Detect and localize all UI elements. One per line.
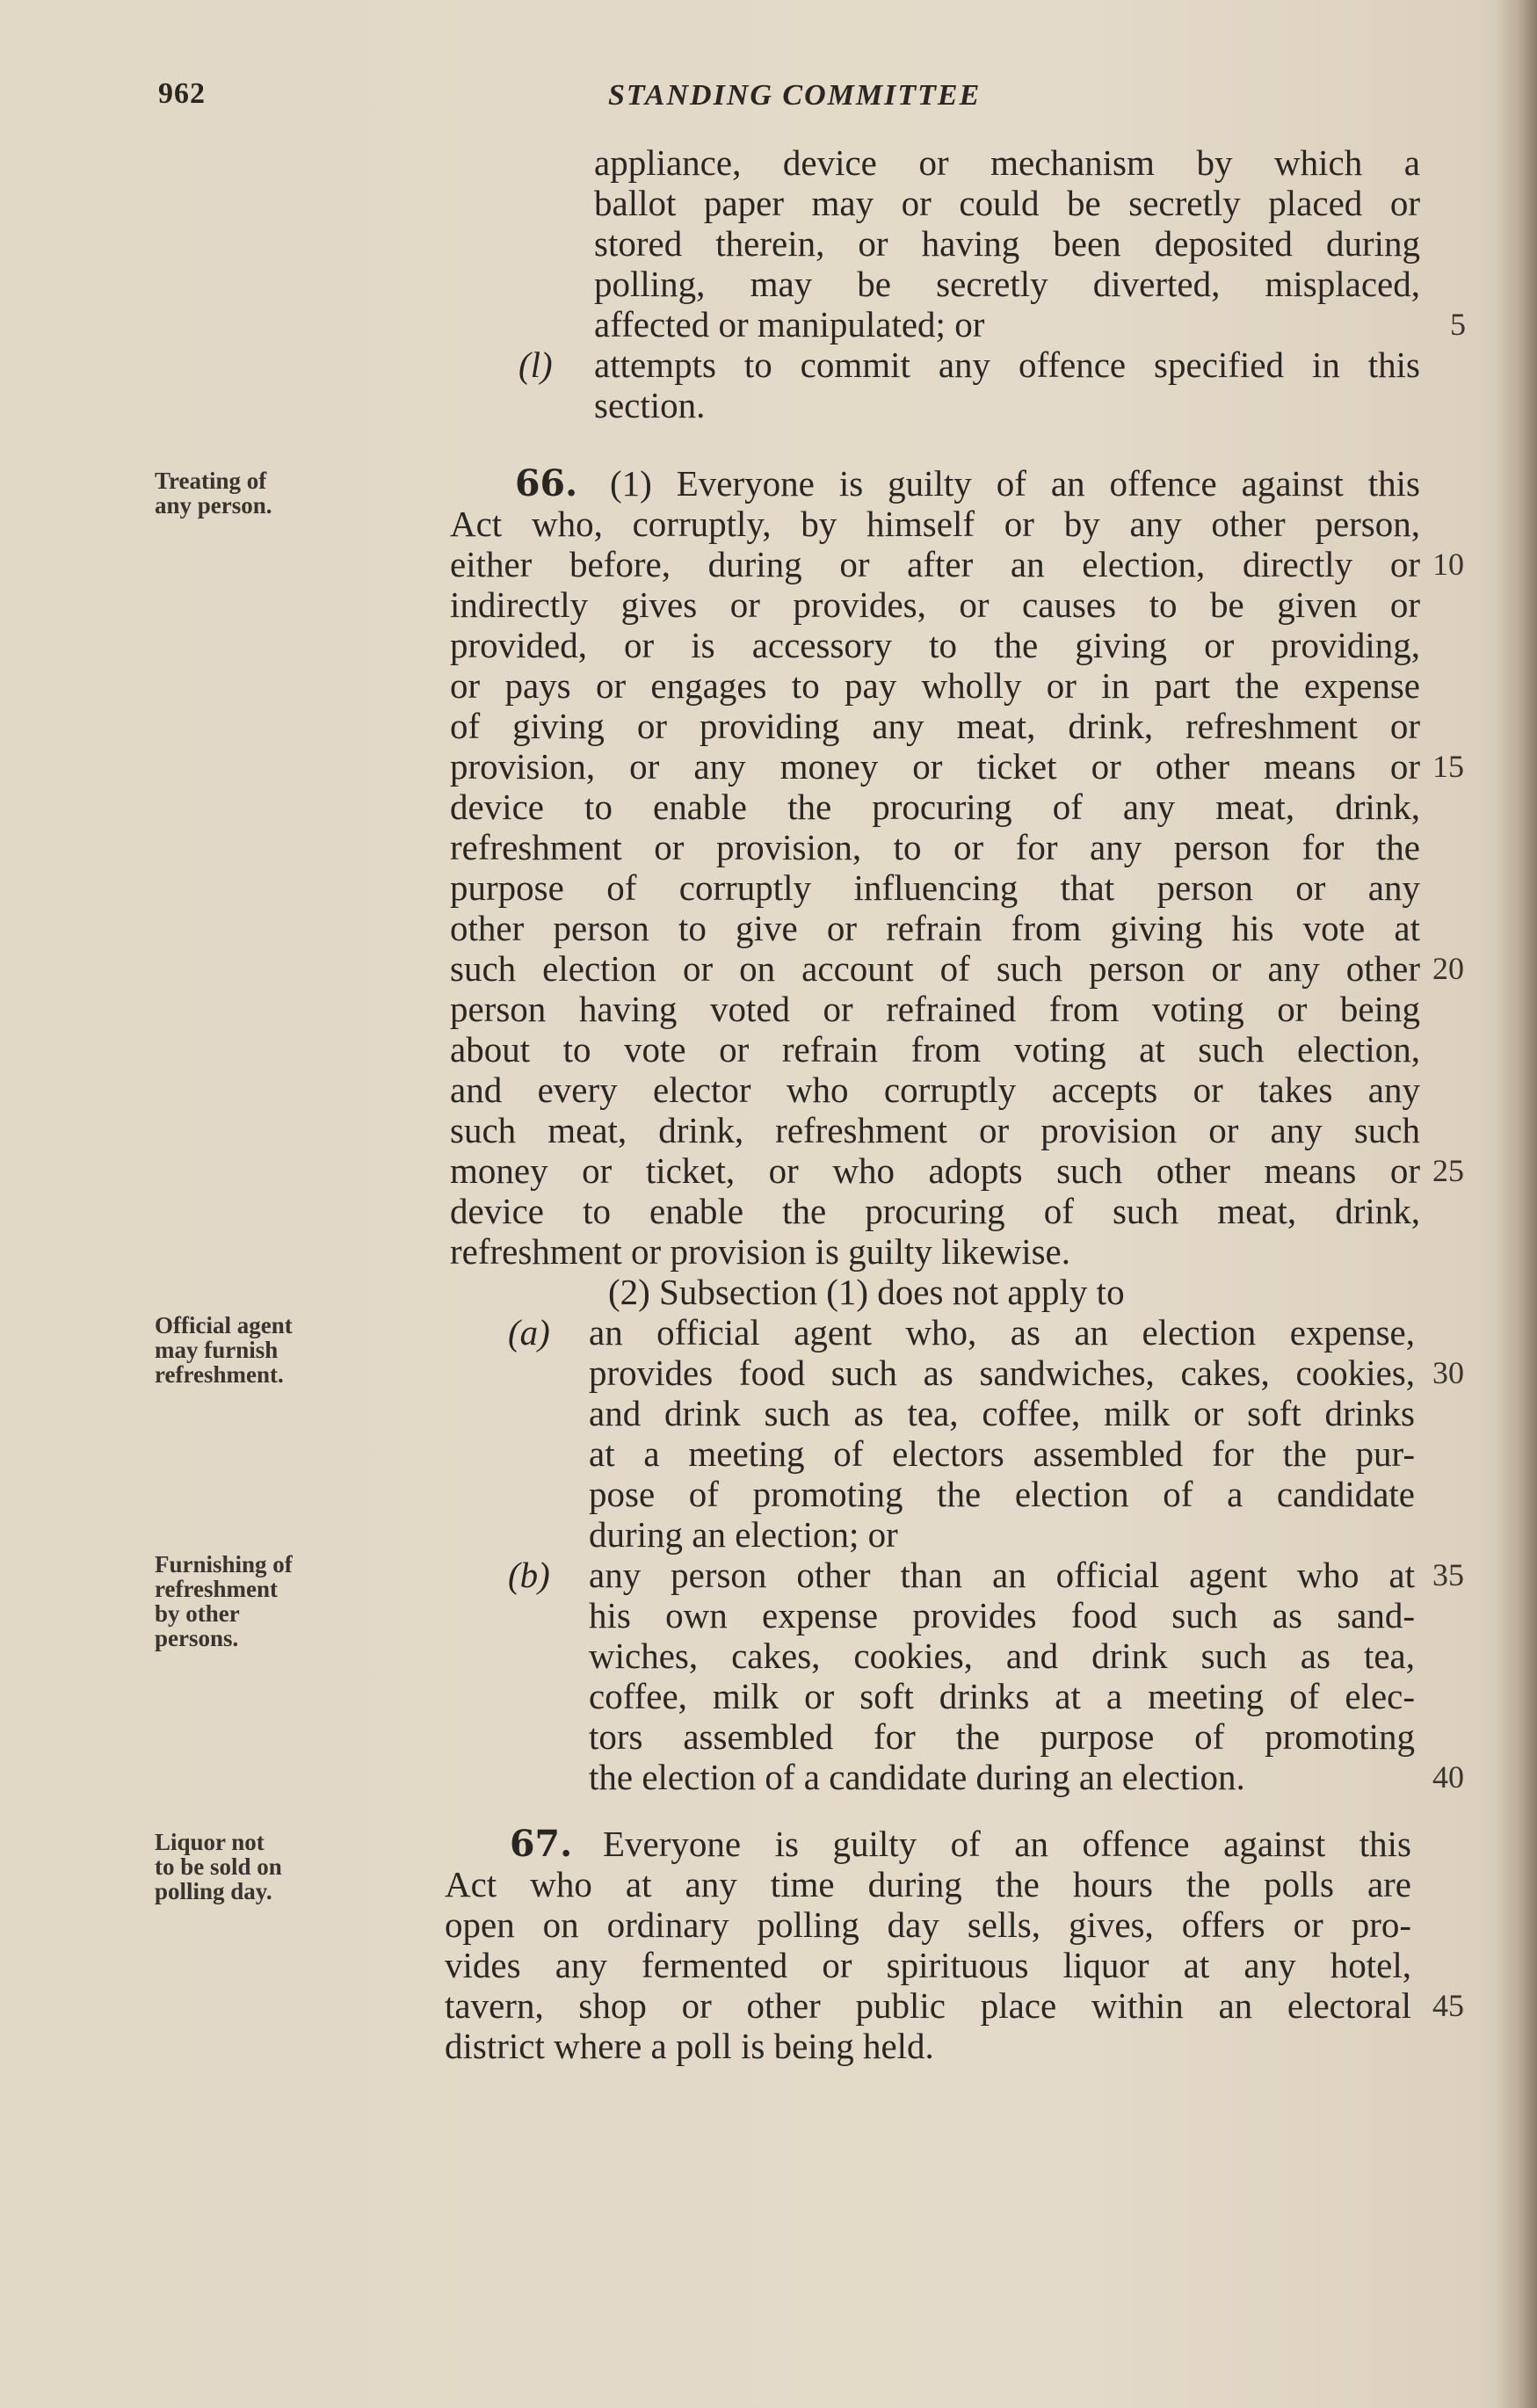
page-edge-shadow bbox=[1495, 0, 1537, 2408]
margin-note-line: polling day. bbox=[155, 1878, 272, 1904]
body-line: pose of promoting the election of a candidate bbox=[589, 1474, 1415, 1514]
body-line: wiches, cakes, cookies, and drink such as tea, bbox=[589, 1636, 1415, 1676]
body-line: Everyone is guilty of an offence against this bbox=[603, 1824, 1411, 1864]
margin-note-treating bbox=[155, 468, 272, 518]
clause-b-marker: (b) bbox=[508, 1555, 550, 1595]
margin-note-line: Treating of bbox=[155, 468, 267, 494]
margin-note-liquor bbox=[155, 1830, 282, 1904]
line-number: 45 bbox=[1432, 1988, 1464, 2023]
body-line: such election or on account of such person or any other bbox=[450, 948, 1420, 989]
body-line: Act who at any time during the hours the polls are bbox=[445, 1864, 1411, 1904]
margin-note-official-agent bbox=[155, 1313, 293, 1387]
body-line: and every elector who corruptly accepts or takes any bbox=[450, 1070, 1420, 1110]
body-line: about to vote or refrain from voting at such election, bbox=[450, 1029, 1420, 1070]
body-line: tors assembled for the purpose of promoting bbox=[589, 1716, 1415, 1757]
body-line: device to enable the procuring of such meat, drink, bbox=[450, 1191, 1420, 1231]
line-number: 25 bbox=[1432, 1153, 1464, 1188]
body-line: and drink such as tea, coffee, milk or soft drinks bbox=[589, 1393, 1415, 1433]
body-line: section. bbox=[594, 385, 706, 425]
body-line: during an election; or bbox=[589, 1514, 898, 1555]
line-number: 30 bbox=[1432, 1355, 1464, 1390]
line-number: 35 bbox=[1432, 1557, 1464, 1592]
body-line: or pays or engages to pay wholly or in part the expense bbox=[450, 665, 1420, 706]
margin-note-line: by other bbox=[155, 1600, 240, 1627]
margin-note-line: may furnish bbox=[155, 1337, 279, 1363]
body-line: refreshment or provision, to or for any person for the bbox=[450, 827, 1420, 867]
margin-note-line: Official agent bbox=[155, 1312, 293, 1338]
body-line: affected or manipulated; or bbox=[594, 304, 985, 345]
body-line: tavern, shop or other public place within an electoral bbox=[445, 1985, 1411, 2026]
line-number: 15 bbox=[1432, 749, 1464, 784]
line-number: 5 bbox=[1450, 307, 1466, 342]
body-line: any person other than an official agent who at bbox=[589, 1555, 1415, 1595]
body-line: open on ordinary polling day sells, gives, offers or pro- bbox=[445, 1904, 1411, 1945]
margin-note-line: Liquor not bbox=[155, 1829, 265, 1855]
body-line: at a meeting of electors assembled for the pur- bbox=[589, 1433, 1415, 1474]
body-line: of giving or providing any meat, drink, refreshment or bbox=[450, 706, 1420, 746]
body-line: provision, or any money or ticket or other means or bbox=[450, 746, 1420, 787]
body-line: either before, during or after an election, directly or bbox=[450, 544, 1420, 584]
body-line: refreshment or provision is guilty likewise. bbox=[450, 1231, 1070, 1272]
body-line: Act who, corruptly, by himself or by any other person, bbox=[450, 504, 1420, 544]
margin-note-line: to be sold on bbox=[155, 1853, 282, 1880]
body-line: provided, or is accessory to the giving or providing, bbox=[450, 625, 1420, 665]
clause-a-marker: (a) bbox=[508, 1312, 550, 1353]
body-line: vides any fermented or spirituous liquor at any hotel, bbox=[445, 1945, 1411, 1985]
line-number: 20 bbox=[1432, 951, 1464, 986]
body-line: attempts to commit any offence specified in this bbox=[594, 345, 1420, 385]
body-line: such meat, drink, refreshment or provision or any such bbox=[450, 1110, 1420, 1150]
body-line: coffee, milk or soft drinks at a meeting of elec- bbox=[589, 1676, 1415, 1716]
body-line: other person to give or refrain from giving his vote at bbox=[450, 908, 1420, 948]
body-line: person having voted or refrained from voting or being bbox=[450, 989, 1420, 1029]
body-line: purpose of corruptly influencing that person or any bbox=[450, 867, 1420, 908]
body-line: indirectly gives or provides, or causes to be given or bbox=[450, 584, 1420, 625]
body-line: (1) Everyone is guilty of an offence against this bbox=[610, 463, 1420, 504]
margin-note-furnishing bbox=[155, 1552, 293, 1650]
clause-l-marker: (l) bbox=[518, 345, 553, 385]
body-line: his own expense provides food such as sand- bbox=[589, 1595, 1415, 1636]
body-line: appliance, device or mechanism by which a bbox=[594, 142, 1420, 183]
body-line: polling, may be secretly diverted, misplaced, bbox=[594, 264, 1420, 304]
margin-note-line: Furnishing of bbox=[155, 1551, 293, 1578]
body-line: the election of a candidate during an election. bbox=[589, 1757, 1245, 1797]
body-line: an official agent who, as an election expense, bbox=[589, 1312, 1415, 1353]
section-66-number: 66. bbox=[515, 462, 578, 504]
running-title: STANDING COMMITTEE bbox=[608, 79, 982, 112]
body-line: ballot paper may or could be secretly placed or bbox=[594, 183, 1420, 223]
margin-note-line: refreshment. bbox=[155, 1361, 284, 1388]
subsection-2-line: (2) Subsection (1) does not apply to bbox=[608, 1272, 1125, 1312]
margin-note-line: any person. bbox=[155, 492, 272, 519]
line-number: 40 bbox=[1432, 1759, 1464, 1795]
body-line: provides food such as sandwiches, cakes, cookies, bbox=[589, 1353, 1415, 1393]
body-line: money or ticket, or who adopts such other means or bbox=[450, 1150, 1420, 1191]
body-line: district where a poll is being held. bbox=[445, 2026, 934, 2066]
section-67-number: 67. bbox=[510, 1823, 573, 1865]
body-line: device to enable the procuring of any meat, drink, bbox=[450, 787, 1420, 827]
page-number: 962 bbox=[158, 77, 206, 110]
margin-note-line: persons. bbox=[155, 1625, 239, 1651]
body-line: stored therein, or having been deposited during bbox=[594, 223, 1420, 264]
margin-note-line: refreshment bbox=[155, 1576, 278, 1602]
line-number: 10 bbox=[1432, 547, 1464, 582]
